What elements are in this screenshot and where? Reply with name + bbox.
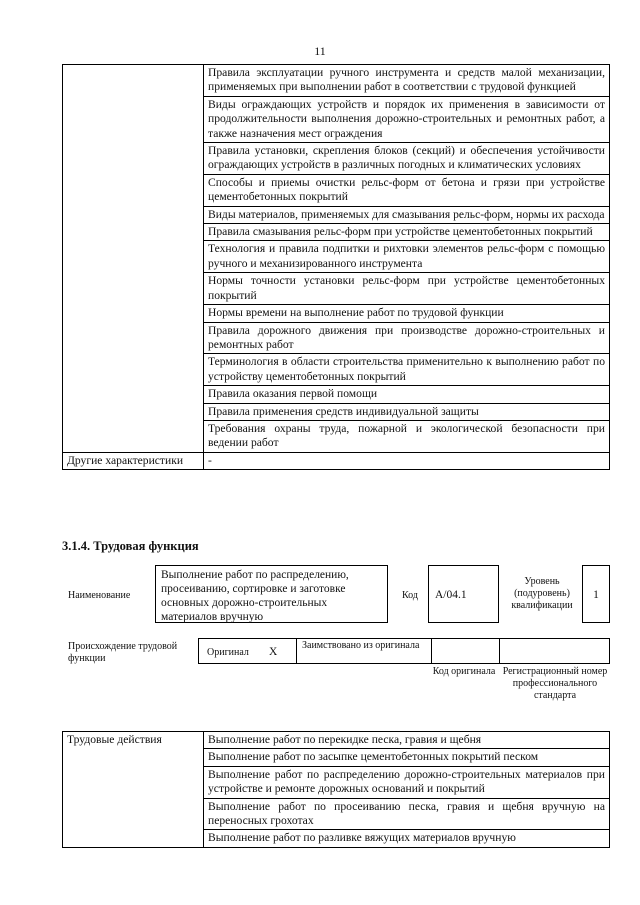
knowledge-item: Виды ограждающих устройств и порядок их применения в зависимости от продолжительности выполнения дорожно-строительных и ремонтных работ, а также назначения мест ограждения (204, 96, 610, 142)
origin-label: Происхождение трудовой функции (68, 641, 178, 664)
original-mark: X (269, 646, 278, 658)
knowledge-table (62, 64, 610, 470)
action-item: Выполнение работ по засыпке цементобетонных покрытий песком (204, 749, 610, 766)
level-label: Уровень (подуровень) квалификации (511, 576, 573, 611)
knowledge-item: Правила применения средств индивидуальной защиты (204, 403, 610, 420)
level-value: 1 (593, 589, 599, 601)
registration-number-caption: Регистрационный номер профессионального стандарта (502, 666, 608, 701)
divider (499, 639, 500, 663)
table-row (63, 452, 610, 469)
divider (296, 639, 297, 663)
code-original-caption: Код оригинала (432, 666, 496, 677)
knowledge-item: Нормы точности установки рельс-форм при устройстве цементобетонных покрытий (204, 273, 610, 305)
code-box (428, 565, 499, 623)
knowledge-item: Нормы времени на выполнение работ по трудовой функции (204, 305, 610, 322)
code-value: A/04.1 (435, 589, 467, 601)
level-box (582, 565, 610, 623)
borrowed-label: Заимствовано из оригинала (302, 640, 420, 651)
page-number: 11 (314, 44, 326, 58)
section-title: 3.1.4. Трудовая функция (62, 539, 199, 553)
knowledge-item: Терминология в области строительства применительно к выполнению работ по устройству цементобетонных покрытий (204, 354, 610, 386)
actions-label: Трудовые действия (63, 732, 204, 848)
knowledge-item: Правила установки, скрепления блоков (секций) и обеспечения устойчивости ограждающих устройств в различных погодных и климатических условиях (204, 143, 610, 175)
knowledge-item: Виды материалов, применяемых для смазывания рельс-форм, нормы их расхода (204, 206, 610, 223)
knowledge-item: Правила смазывания рельс-форм при устройстве цементобетонных покрытий (204, 224, 610, 241)
knowledge-item: Правила дорожного движения при производстве дорожно-строительных и ремонтных работ (204, 322, 610, 354)
knowledge-item: Требования охраны труда, пожарной и экологической безопасности при ведении работ (204, 420, 610, 452)
other-characteristics-value: - (204, 452, 610, 469)
knowledge-item: Правила эксплуатации ручного инструмента и средств малой механизации, применяемых при выполнении работ в соответствии с трудовой функцией (204, 65, 610, 97)
divider (431, 639, 432, 663)
action-item: Выполнение работ по просеиванию песка, гравия и щебня вручную на переносных грохотах (204, 798, 610, 830)
table-row (63, 65, 610, 97)
action-item: Выполнение работ по перекидке песка, гравия и щебня (204, 732, 610, 749)
knowledge-item: Правила оказания первой помощи (204, 386, 610, 403)
other-characteristics-label: Другие характеристики (63, 452, 204, 469)
knowledge-label-cell (63, 65, 204, 453)
action-item: Выполнение работ по разливке вяжущих материалов вручную (204, 830, 610, 847)
function-name-box (155, 565, 388, 623)
table-row (63, 732, 610, 749)
knowledge-item: Технология и правила подпитки и рихтовки элементов рельс-форм с помощью ручного и механизированного инструмента (204, 241, 610, 273)
origin-box (198, 638, 610, 664)
action-item: Выполнение работ по распределению дорожно-строительных материалов при устройстве и ремонте дорожных оснований и покрытий (204, 766, 610, 798)
function-name-label: Наименование (68, 590, 131, 601)
knowledge-item: Способы и приемы очистки рельс-форм от бетона и грязи при устройстве цементобетонных покрытий (204, 174, 610, 206)
original-label: Оригинал (207, 647, 249, 658)
code-label: Код (402, 590, 418, 601)
actions-table (62, 731, 610, 848)
function-name-value: Выполнение работ по распределению, просеиванию, сортировке и заготовке основных дорожно-строительных материалов вручную (161, 569, 349, 623)
